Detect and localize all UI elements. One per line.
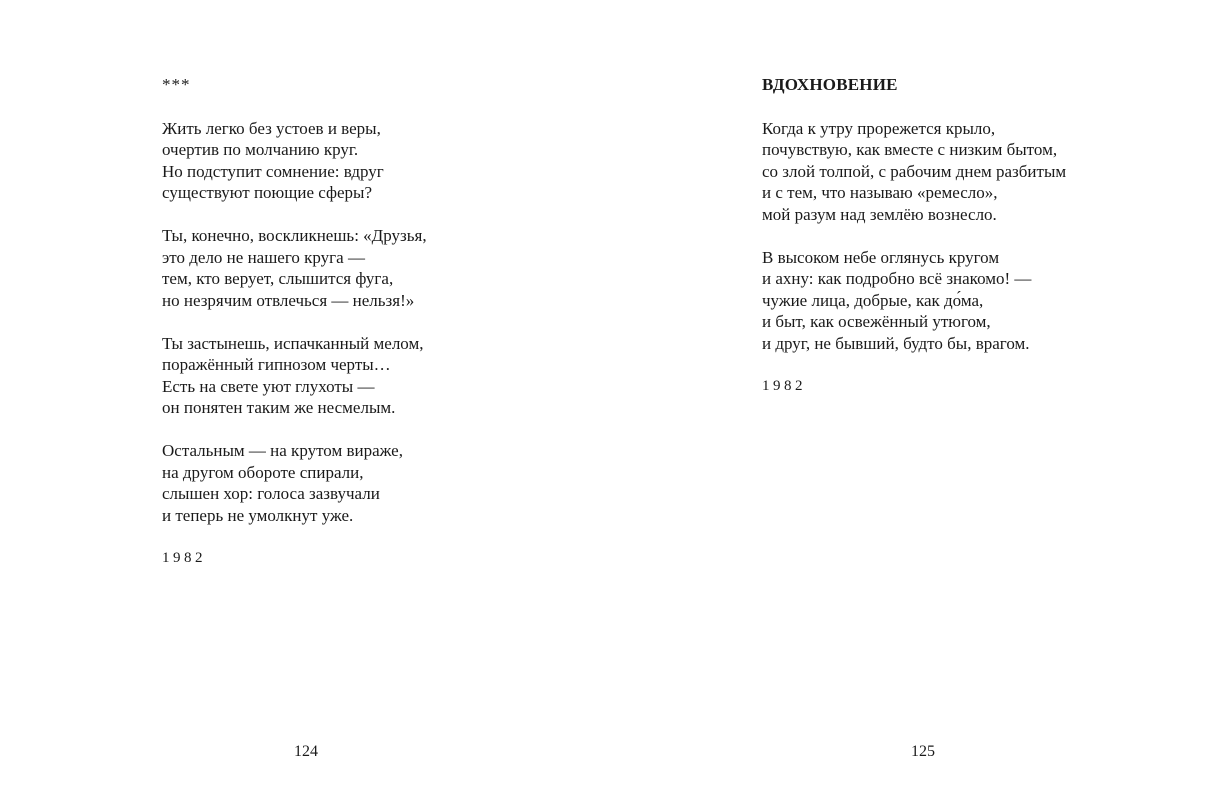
stanza bbox=[162, 440, 427, 526]
stanza bbox=[162, 118, 427, 204]
poem-line: существуют поющие сферы? bbox=[162, 183, 373, 202]
poem-line: чужие лица, добрые, как до́ма, bbox=[762, 290, 984, 310]
poem-vdokhnovenie bbox=[762, 74, 1066, 396]
poem-line: очертив по молчанию круг. bbox=[162, 140, 359, 159]
poem-line: поражённый гипнозом черты… bbox=[162, 355, 391, 374]
poem-date: 1982 bbox=[162, 549, 206, 566]
page-number: 125 bbox=[911, 743, 935, 760]
poem-line: со злой толпой, с рабочим днем разбитым bbox=[762, 161, 1067, 181]
poem-line: Есть на свете уют глухоты — bbox=[162, 376, 375, 396]
poem-line: Жить легко без устоев и веры, bbox=[162, 118, 381, 138]
poem-line: это дело не нашего круга — bbox=[162, 247, 365, 267]
poem-line: но незрячим отвлечься — нельзя!» bbox=[162, 290, 415, 310]
poem-line: и с тем, что называю «ремесло», bbox=[762, 183, 998, 202]
poem-title: ВДОХНОВЕНИЕ bbox=[762, 75, 898, 94]
poem-line: Когда к утру прорежется крыло, bbox=[762, 118, 996, 138]
poem-line: Остальным — на крутом вираже, bbox=[162, 441, 403, 460]
poem-line: В высоком небе оглянусь кругом bbox=[762, 247, 1000, 267]
poem-line: и ахну: как подробно всё знакомо! — bbox=[762, 269, 1032, 288]
page-number: 124 bbox=[294, 743, 318, 760]
stanza bbox=[162, 225, 427, 311]
poem-date: 1982 bbox=[762, 377, 806, 394]
poem-title-asterisks: *** bbox=[162, 75, 191, 94]
poem-line: Ты застынешь, испачканный мелом, bbox=[162, 333, 424, 353]
poem-line: и быт, как освежённый утюгом, bbox=[762, 312, 991, 331]
right-page bbox=[615, 0, 1230, 800]
poem-untitled bbox=[162, 74, 427, 568]
poem-line: Ты, конечно, воскликнешь: «Друзья, bbox=[162, 226, 427, 245]
poem-line: слышен хор: голоса зазвучали bbox=[162, 484, 380, 503]
poem-line: Но подступит сомнение: вдруг bbox=[162, 161, 384, 181]
poem-line: мой разум над землёю вознесло. bbox=[762, 204, 997, 224]
poem-line: тем, кто верует, слышится фуга, bbox=[162, 269, 394, 288]
poem-line: почувствую, как вместе с низким бытом, bbox=[762, 140, 1058, 159]
poem-line: и теперь не умолкнут уже. bbox=[162, 505, 354, 525]
poem-line: и друг, не бывший, будто бы, врагом. bbox=[762, 333, 1030, 353]
poem-line: на другом обороте спирали, bbox=[162, 462, 364, 482]
stanza bbox=[762, 247, 1066, 355]
poem-line: он понятен таким же несмелым. bbox=[162, 398, 396, 417]
stanza bbox=[762, 118, 1066, 226]
stanza bbox=[162, 333, 427, 419]
